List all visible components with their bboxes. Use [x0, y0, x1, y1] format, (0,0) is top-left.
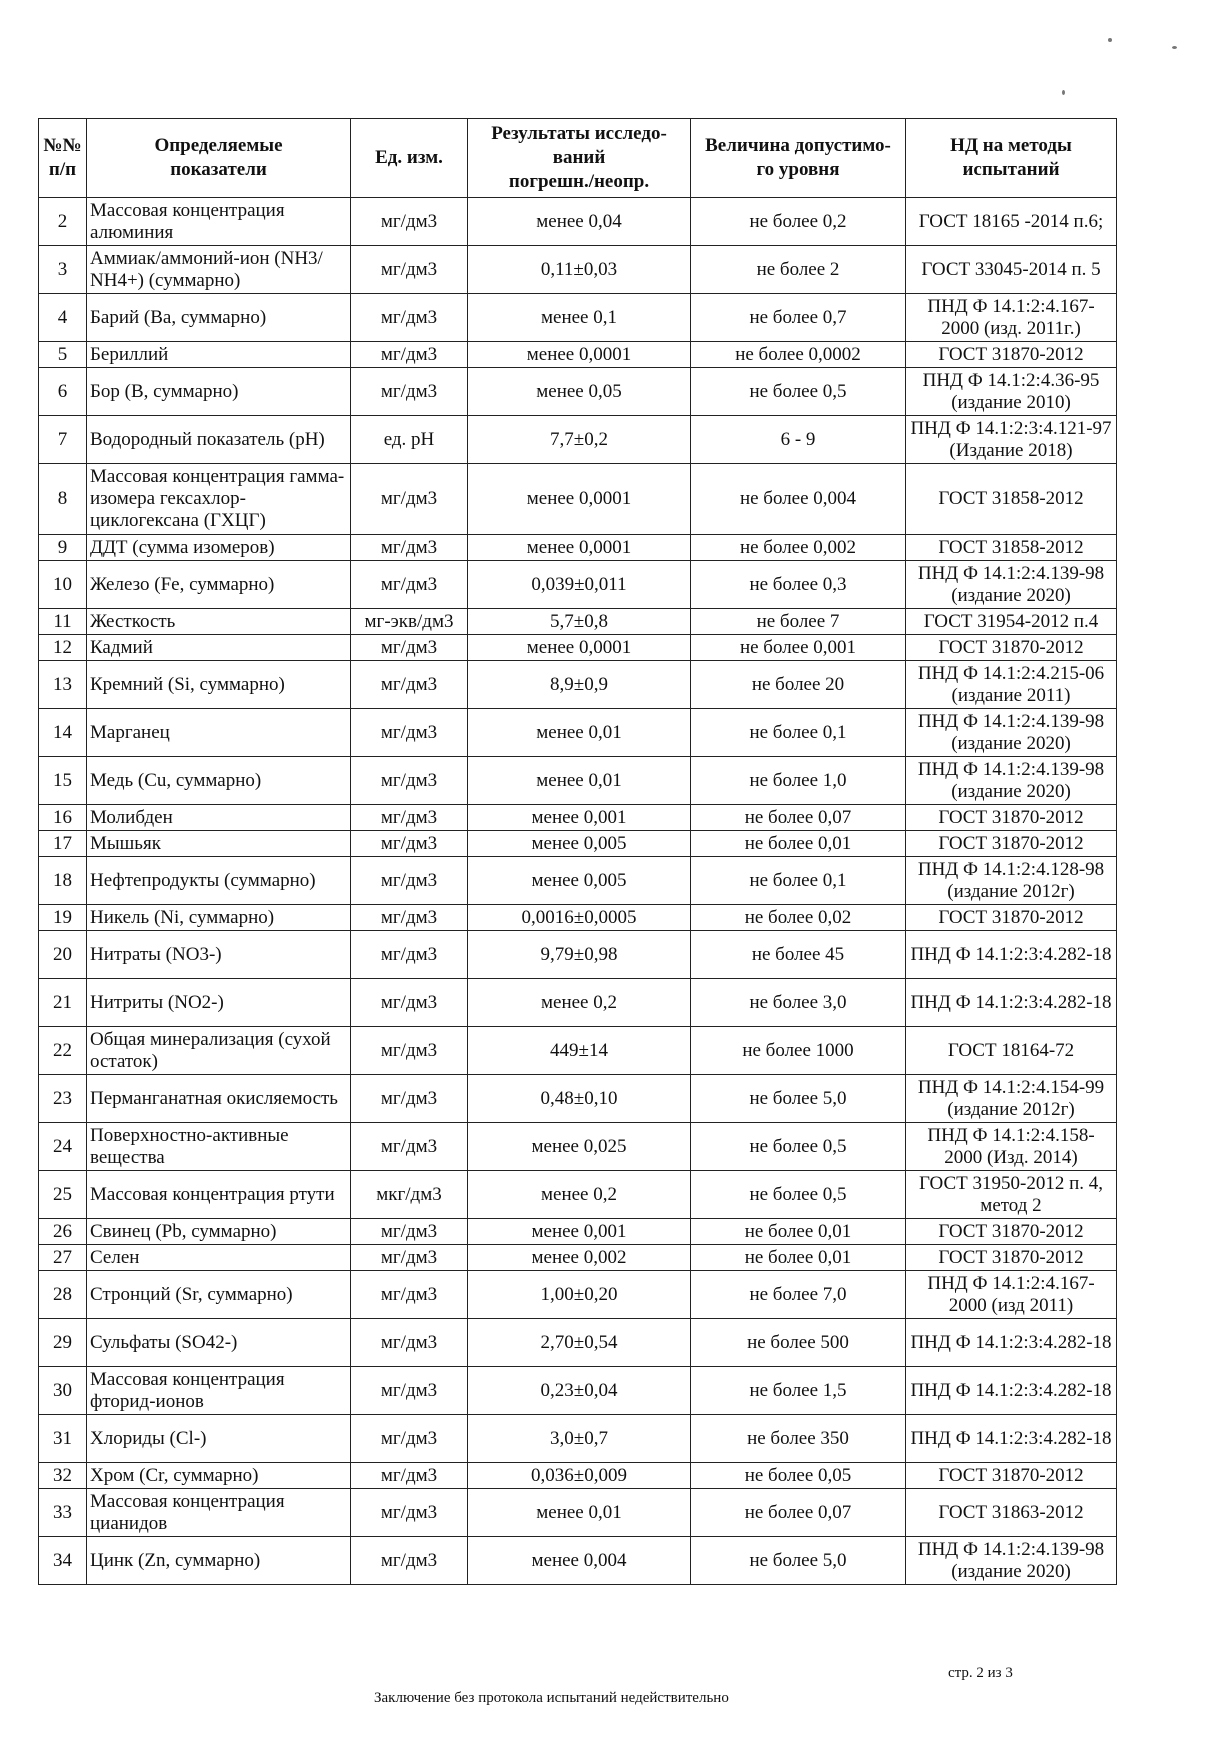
indicator-name: Мышьяк	[87, 831, 351, 857]
limit-cell: не более 1,5	[691, 1367, 906, 1415]
row-number: 27	[39, 1245, 87, 1271]
limit-cell: не более 0,01	[691, 1245, 906, 1271]
result-cell: 2,70±0,54	[468, 1319, 691, 1367]
method-cell: ГОСТ 33045-2014 п. 5	[906, 246, 1117, 294]
indicator-name: Массовая концентрация фторид-ионов	[87, 1367, 351, 1415]
table-row	[39, 709, 1117, 757]
unit-cell: мг/дм3	[351, 1463, 468, 1489]
result-cell: 5,7±0,8	[468, 609, 691, 635]
result-cell: менее 0,0001	[468, 635, 691, 661]
table-row	[39, 342, 1117, 368]
unit-cell: мг/дм3	[351, 198, 468, 246]
unit-cell: мг/дм3	[351, 294, 468, 342]
method-cell: ПНД Ф 14.1:2:3:4.282-18	[906, 1319, 1117, 1367]
method-cell: ПНД Ф 14.1:2:4.154-99 (издание 2012г)	[906, 1075, 1117, 1123]
table-row	[39, 661, 1117, 709]
header-result: Результаты исследо- ваний погрешн./неопр.	[468, 119, 691, 198]
table-header-row	[39, 119, 1117, 198]
row-number: 6	[39, 368, 87, 416]
table-row	[39, 609, 1117, 635]
limit-cell: 6 - 9	[691, 416, 906, 464]
indicator-name: Бор (B, суммарно)	[87, 368, 351, 416]
unit-cell: мг/дм3	[351, 1219, 468, 1245]
method-cell: ПНД Ф 14.1:2:4.139-98 (издание 2020)	[906, 757, 1117, 805]
row-number: 7	[39, 416, 87, 464]
unit-cell: мг/дм3	[351, 1367, 468, 1415]
method-cell: ГОСТ 31870-2012	[906, 905, 1117, 931]
limit-cell: не более 0,001	[691, 635, 906, 661]
scan-speck	[1172, 46, 1177, 49]
method-cell: ГОСТ 31858-2012	[906, 535, 1117, 561]
result-cell: 8,9±0,9	[468, 661, 691, 709]
row-number: 22	[39, 1027, 87, 1075]
method-cell: ГОСТ 31870-2012	[906, 1245, 1117, 1271]
indicator-name: Барий (Ba, суммарно)	[87, 294, 351, 342]
indicator-name: ДДТ (сумма изомеров)	[87, 535, 351, 561]
unit-cell: мг/дм3	[351, 931, 468, 979]
table-row	[39, 246, 1117, 294]
method-cell: ГОСТ 31863-2012	[906, 1489, 1117, 1537]
unit-cell: мг/дм3	[351, 1027, 468, 1075]
unit-cell: мг/дм3	[351, 661, 468, 709]
row-number: 8	[39, 464, 87, 535]
method-cell: ПНД Ф 14.1:2:4.158-2000 (Изд. 2014)	[906, 1123, 1117, 1171]
result-cell: менее 0,1	[468, 294, 691, 342]
result-cell: менее 0,01	[468, 709, 691, 757]
header-method: НД на методы испытаний	[906, 119, 1117, 198]
row-number: 32	[39, 1463, 87, 1489]
limit-cell: не более 0,004	[691, 464, 906, 535]
unit-cell: мг/дм3	[351, 979, 468, 1027]
limit-cell: не более 0,05	[691, 1463, 906, 1489]
limit-cell: не более 0,07	[691, 805, 906, 831]
unit-cell: мг/дм3	[351, 1415, 468, 1463]
table-row	[39, 857, 1117, 905]
indicator-name: Массовая концентрация алюминия	[87, 198, 351, 246]
row-number: 21	[39, 979, 87, 1027]
limit-cell: не более 5,0	[691, 1537, 906, 1585]
indicator-name: Массовая концентрация гамма-изомера гексахлор-циклогексана (ГХЦГ)	[87, 464, 351, 535]
row-number: 23	[39, 1075, 87, 1123]
table-row	[39, 757, 1117, 805]
unit-cell: мг/дм3	[351, 342, 468, 368]
row-number: 30	[39, 1367, 87, 1415]
unit-cell: мг/дм3	[351, 1075, 468, 1123]
table-row	[39, 1271, 1117, 1319]
header-name: Определяемые показатели	[87, 119, 351, 198]
result-cell: 0,036±0,009	[468, 1463, 691, 1489]
row-number: 2	[39, 198, 87, 246]
method-cell: ГОСТ 18165 -2014 п.6;	[906, 198, 1117, 246]
unit-cell: мг/дм3	[351, 561, 468, 609]
method-cell: ПНД Ф 14.1:2:4.167-2000 (изд. 2011г.)	[906, 294, 1117, 342]
limit-cell: не более 500	[691, 1319, 906, 1367]
result-cell: 449±14	[468, 1027, 691, 1075]
table-row	[39, 905, 1117, 931]
unit-cell: мг/дм3	[351, 464, 468, 535]
table-row	[39, 561, 1117, 609]
row-number: 12	[39, 635, 87, 661]
method-cell: ПНД Ф 14.1:2:4.36-95 (издание 2010)	[906, 368, 1117, 416]
indicator-name: Нитраты (NO3-)	[87, 931, 351, 979]
result-cell: менее 0,2	[468, 979, 691, 1027]
limit-cell: не более 5,0	[691, 1075, 906, 1123]
row-number: 11	[39, 609, 87, 635]
limit-cell: не более 0,1	[691, 857, 906, 905]
indicator-name: Бериллий	[87, 342, 351, 368]
limit-cell: не более 0,5	[691, 1123, 906, 1171]
page-number: стр. 2 из 3	[948, 1665, 1013, 1681]
table-row	[39, 831, 1117, 857]
result-cell: менее 0,04	[468, 198, 691, 246]
indicator-name: Марганец	[87, 709, 351, 757]
method-cell: ПНД Ф 14.1:2:4.167-2000 (изд 2011)	[906, 1271, 1117, 1319]
method-cell: ПНД Ф 14.1:2:3:4.282-18	[906, 931, 1117, 979]
unit-cell: мкг/дм3	[351, 1171, 468, 1219]
indicator-name: Водородный показатель (pH)	[87, 416, 351, 464]
table-row	[39, 1367, 1117, 1415]
limit-cell: не более 0,3	[691, 561, 906, 609]
method-cell: ПНД Ф 14.1:2:3:4.121-97 (Издание 2018)	[906, 416, 1117, 464]
result-cell: менее 0,005	[468, 857, 691, 905]
table-row	[39, 1537, 1117, 1585]
unit-cell: мг/дм3	[351, 1271, 468, 1319]
result-cell: 0,11±0,03	[468, 246, 691, 294]
scan-speck	[1108, 38, 1112, 42]
result-cell: менее 0,0001	[468, 535, 691, 561]
limit-cell: не более 0,7	[691, 294, 906, 342]
row-number: 25	[39, 1171, 87, 1219]
method-cell: ПНД Ф 14.1:2:3:4.282-18	[906, 1367, 1117, 1415]
indicator-name: Жесткость	[87, 609, 351, 635]
table-row	[39, 535, 1117, 561]
method-cell: ГОСТ 31870-2012	[906, 1219, 1117, 1245]
result-cell: 0,48±0,10	[468, 1075, 691, 1123]
result-cell: менее 0,001	[468, 1219, 691, 1245]
result-cell: менее 0,002	[468, 1245, 691, 1271]
unit-cell: ед. pH	[351, 416, 468, 464]
unit-cell: мг/дм3	[351, 1319, 468, 1367]
result-cell: менее 0,01	[468, 1489, 691, 1537]
unit-cell: мг/дм3	[351, 905, 468, 931]
table-row	[39, 1075, 1117, 1123]
header-num: №№ п/п	[39, 119, 87, 198]
indicator-name: Хром (Cr, суммарно)	[87, 1463, 351, 1489]
unit-cell: мг/дм3	[351, 535, 468, 561]
indicator-name: Свинец (Pb, суммарно)	[87, 1219, 351, 1245]
row-number: 4	[39, 294, 87, 342]
header-limit: Величина допустимо- го уровня	[691, 119, 906, 198]
indicator-name: Хлориды (Cl-)	[87, 1415, 351, 1463]
unit-cell: мг/дм3	[351, 757, 468, 805]
indicator-name: Кремний (Si, суммарно)	[87, 661, 351, 709]
indicator-name: Железо (Fe, суммарно)	[87, 561, 351, 609]
table-row	[39, 635, 1117, 661]
row-number: 3	[39, 246, 87, 294]
limit-cell: не более 0,5	[691, 368, 906, 416]
table-row	[39, 198, 1117, 246]
row-number: 16	[39, 805, 87, 831]
table-row	[39, 1415, 1117, 1463]
table-row	[39, 805, 1117, 831]
table-row	[39, 1245, 1117, 1271]
result-cell: менее 0,025	[468, 1123, 691, 1171]
result-cell: 0,23±0,04	[468, 1367, 691, 1415]
row-number: 17	[39, 831, 87, 857]
method-cell: ГОСТ 31858-2012	[906, 464, 1117, 535]
header-unit: Ед. изм.	[351, 119, 468, 198]
limit-cell: не более 45	[691, 931, 906, 979]
table-row	[39, 464, 1117, 535]
indicator-name: Молибден	[87, 805, 351, 831]
indicator-name: Нитриты (NO2-)	[87, 979, 351, 1027]
row-number: 10	[39, 561, 87, 609]
indicator-name: Селен	[87, 1245, 351, 1271]
result-cell: менее 0,01	[468, 757, 691, 805]
unit-cell: мг/дм3	[351, 1123, 468, 1171]
unit-cell: мг/дм3	[351, 1489, 468, 1537]
unit-cell: мг-экв/дм3	[351, 609, 468, 635]
result-cell: менее 0,05	[468, 368, 691, 416]
row-number: 13	[39, 661, 87, 709]
table-row	[39, 294, 1117, 342]
row-number: 33	[39, 1489, 87, 1537]
table-row	[39, 979, 1117, 1027]
row-number: 9	[39, 535, 87, 561]
method-cell: ГОСТ 31870-2012	[906, 635, 1117, 661]
limit-cell: не более 2	[691, 246, 906, 294]
limit-cell: не более 0,0002	[691, 342, 906, 368]
unit-cell: мг/дм3	[351, 368, 468, 416]
row-number: 18	[39, 857, 87, 905]
method-cell: ГОСТ 18164-72	[906, 1027, 1117, 1075]
row-number: 24	[39, 1123, 87, 1171]
result-cell: 1,00±0,20	[468, 1271, 691, 1319]
method-cell: ПНД Ф 14.1:2:4.139-98 (издание 2020)	[906, 561, 1117, 609]
indicator-name: Перманганатная окисляемость	[87, 1075, 351, 1123]
method-cell: ГОСТ 31870-2012	[906, 1463, 1117, 1489]
method-cell: ГОСТ 31954-2012 п.4	[906, 609, 1117, 635]
unit-cell: мг/дм3	[351, 831, 468, 857]
footer-note: Заключение без протокола испытаний недействительно	[374, 1690, 729, 1706]
table-row	[39, 1123, 1117, 1171]
result-cell: менее 0,004	[468, 1537, 691, 1585]
result-cell: менее 0,005	[468, 831, 691, 857]
row-number: 19	[39, 905, 87, 931]
results-table	[38, 118, 1117, 1585]
result-cell: 0,039±0,011	[468, 561, 691, 609]
indicator-name: Цинк (Zn, суммарно)	[87, 1537, 351, 1585]
row-number: 28	[39, 1271, 87, 1319]
table-row	[39, 1171, 1117, 1219]
result-cell: менее 0,0001	[468, 464, 691, 535]
table-row	[39, 1489, 1117, 1537]
table-row	[39, 416, 1117, 464]
indicator-name: Сульфаты (SO42-)	[87, 1319, 351, 1367]
result-cell: 0,0016±0,0005	[468, 905, 691, 931]
unit-cell: мг/дм3	[351, 635, 468, 661]
method-cell: ПНД Ф 14.1:2:4.139-98 (издание 2020)	[906, 1537, 1117, 1585]
indicator-name: Массовая концентрация ртути	[87, 1171, 351, 1219]
unit-cell: мг/дм3	[351, 246, 468, 294]
table-row	[39, 368, 1117, 416]
unit-cell: мг/дм3	[351, 1245, 468, 1271]
method-cell: ГОСТ 31870-2012	[906, 342, 1117, 368]
limit-cell: не более 350	[691, 1415, 906, 1463]
limit-cell: не более 0,2	[691, 198, 906, 246]
indicator-name: Аммиак/аммоний-ион (NH3/ NH4+) (суммарно)	[87, 246, 351, 294]
table-row	[39, 1319, 1117, 1367]
limit-cell: не более 7,0	[691, 1271, 906, 1319]
indicator-name: Медь (Cu, суммарно)	[87, 757, 351, 805]
limit-cell: не более 3,0	[691, 979, 906, 1027]
row-number: 20	[39, 931, 87, 979]
unit-cell: мг/дм3	[351, 1537, 468, 1585]
method-cell: ГОСТ 31950-2012 п. 4, метод 2	[906, 1171, 1117, 1219]
row-number: 26	[39, 1219, 87, 1245]
method-cell: ПНД Ф 14.1:2:4.128-98 (издание 2012г)	[906, 857, 1117, 905]
indicator-name: Массовая концентрация цианидов	[87, 1489, 351, 1537]
result-cell: 9,79±0,98	[468, 931, 691, 979]
indicator-name: Общая минерализация (сухой остаток)	[87, 1027, 351, 1075]
result-cell: менее 0,0001	[468, 342, 691, 368]
method-cell: ГОСТ 31870-2012	[906, 805, 1117, 831]
limit-cell: не более 0,01	[691, 831, 906, 857]
table-row	[39, 1027, 1117, 1075]
indicator-name: Нефтепродукты (суммарно)	[87, 857, 351, 905]
limit-cell: не более 1000	[691, 1027, 906, 1075]
limit-cell: не более 0,1	[691, 709, 906, 757]
method-cell: ПНД Ф 14.1:2:3:4.282-18	[906, 1415, 1117, 1463]
result-cell: 3,0±0,7	[468, 1415, 691, 1463]
row-number: 34	[39, 1537, 87, 1585]
limit-cell: не более 1,0	[691, 757, 906, 805]
method-cell: ПНД Ф 14.1:2:3:4.282-18	[906, 979, 1117, 1027]
limit-cell: не более 7	[691, 609, 906, 635]
method-cell: ПНД Ф 14.1:2:4.215-06 (издание 2011)	[906, 661, 1117, 709]
scan-speck	[1062, 90, 1065, 95]
result-cell: менее 0,2	[468, 1171, 691, 1219]
limit-cell: не более 0,002	[691, 535, 906, 561]
unit-cell: мг/дм3	[351, 709, 468, 757]
limit-cell: не более 20	[691, 661, 906, 709]
unit-cell: мг/дм3	[351, 857, 468, 905]
row-number: 5	[39, 342, 87, 368]
limit-cell: не более 0,5	[691, 1171, 906, 1219]
limit-cell: не более 0,07	[691, 1489, 906, 1537]
result-cell: 7,7±0,2	[468, 416, 691, 464]
row-number: 31	[39, 1415, 87, 1463]
unit-cell: мг/дм3	[351, 805, 468, 831]
table-row	[39, 1219, 1117, 1245]
indicator-name: Поверхностно-активные вещества	[87, 1123, 351, 1171]
result-cell: менее 0,001	[468, 805, 691, 831]
row-number: 14	[39, 709, 87, 757]
indicator-name: Стронций (Sr, суммарно)	[87, 1271, 351, 1319]
method-cell: ГОСТ 31870-2012	[906, 831, 1117, 857]
method-cell: ПНД Ф 14.1:2:4.139-98 (издание 2020)	[906, 709, 1117, 757]
indicator-name: Никель (Ni, суммарно)	[87, 905, 351, 931]
table-body	[39, 198, 1117, 1585]
row-number: 29	[39, 1319, 87, 1367]
row-number: 15	[39, 757, 87, 805]
table-row	[39, 931, 1117, 979]
limit-cell: не более 0,02	[691, 905, 906, 931]
limit-cell: не более 0,01	[691, 1219, 906, 1245]
indicator-name: Кадмий	[87, 635, 351, 661]
table-row	[39, 1463, 1117, 1489]
